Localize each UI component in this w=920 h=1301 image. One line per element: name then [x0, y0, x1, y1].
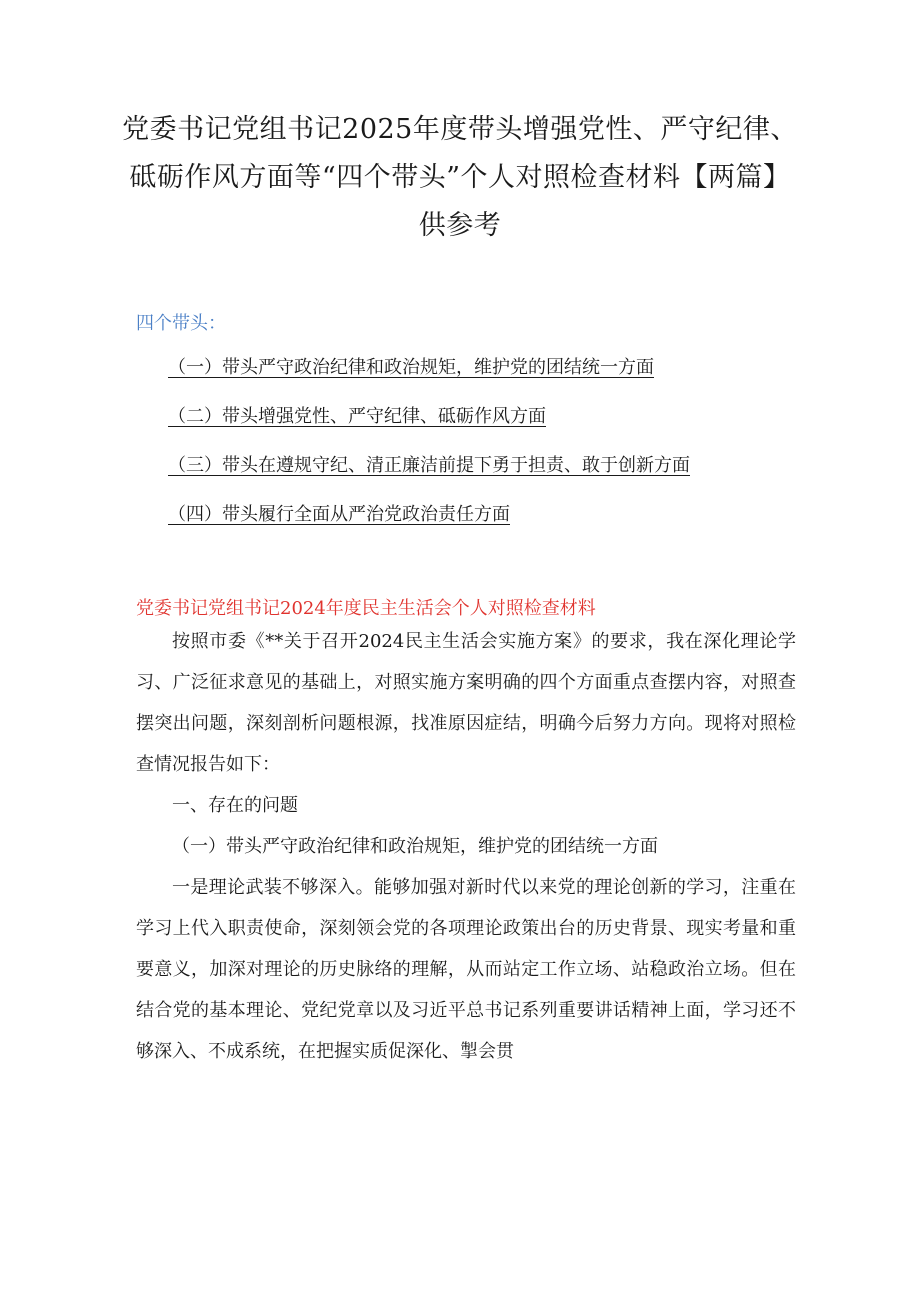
toc-link-1[interactable]: （一）带头严守政治纪律和政治规矩，维护党的团结统一方面: [168, 357, 654, 378]
body-paragraph: 一是理论武装不够深入。能够加强对新时代以来党的理论创新的学习，注重在学习上代入职责使命，深刻领会党的各项理论政策出台的历史背景、现实考量和重要意义，加深对理论的历史脉络的理解，从而站定工作立场、站稳政治立场。但在结合党的基本理论、党纪党章以及习近平总书记系列重要讲话精神上面，学习还不够深入、不成系统，在把握实质促深化、掣会贯: [136, 877, 796, 1062]
problems-heading: 一、存在的问题: [172, 795, 298, 816]
toc-link-4[interactable]: （四）带头履行全面从严治党政治责任方面: [168, 504, 510, 525]
document-title: 党委书记党组书记2025年度带头增强党性、严守纪律、砥砺作风方面等“四个带头”个人对照检查材料【两篇】供参考: [122, 114, 798, 241]
toc-link-3[interactable]: （三）带头在遵规守纪、清正廉洁前提下勇于担责、敢于创新方面: [168, 455, 690, 476]
toc-heading: 四个带头：: [136, 313, 226, 334]
toc-link-2[interactable]: （二）带头增强党性、严守纪律、砥砺作风方面: [168, 406, 546, 427]
section-title: 党委书记党组书记2024年度民主生活会个人对照检查材料: [136, 598, 596, 619]
document-body: [136, 621, 796, 1072]
toc-list: [168, 355, 808, 551]
subsection-heading: （一）带头严守政治纪律和政治规矩，维护党的团结统一方面: [172, 836, 658, 857]
intro-paragraph: 按照市委《**关于召开2024民主生活会实施方案》的要求，我在深化理论学习、广泛征求意见的基础上，对照实施方案明确的四个方面重点查摆内容，对照查摆突出问题，深刻剖析问题根源，找准原因症结，明确今后努力方向。现将对照检查情况报告如下：: [136, 631, 796, 775]
